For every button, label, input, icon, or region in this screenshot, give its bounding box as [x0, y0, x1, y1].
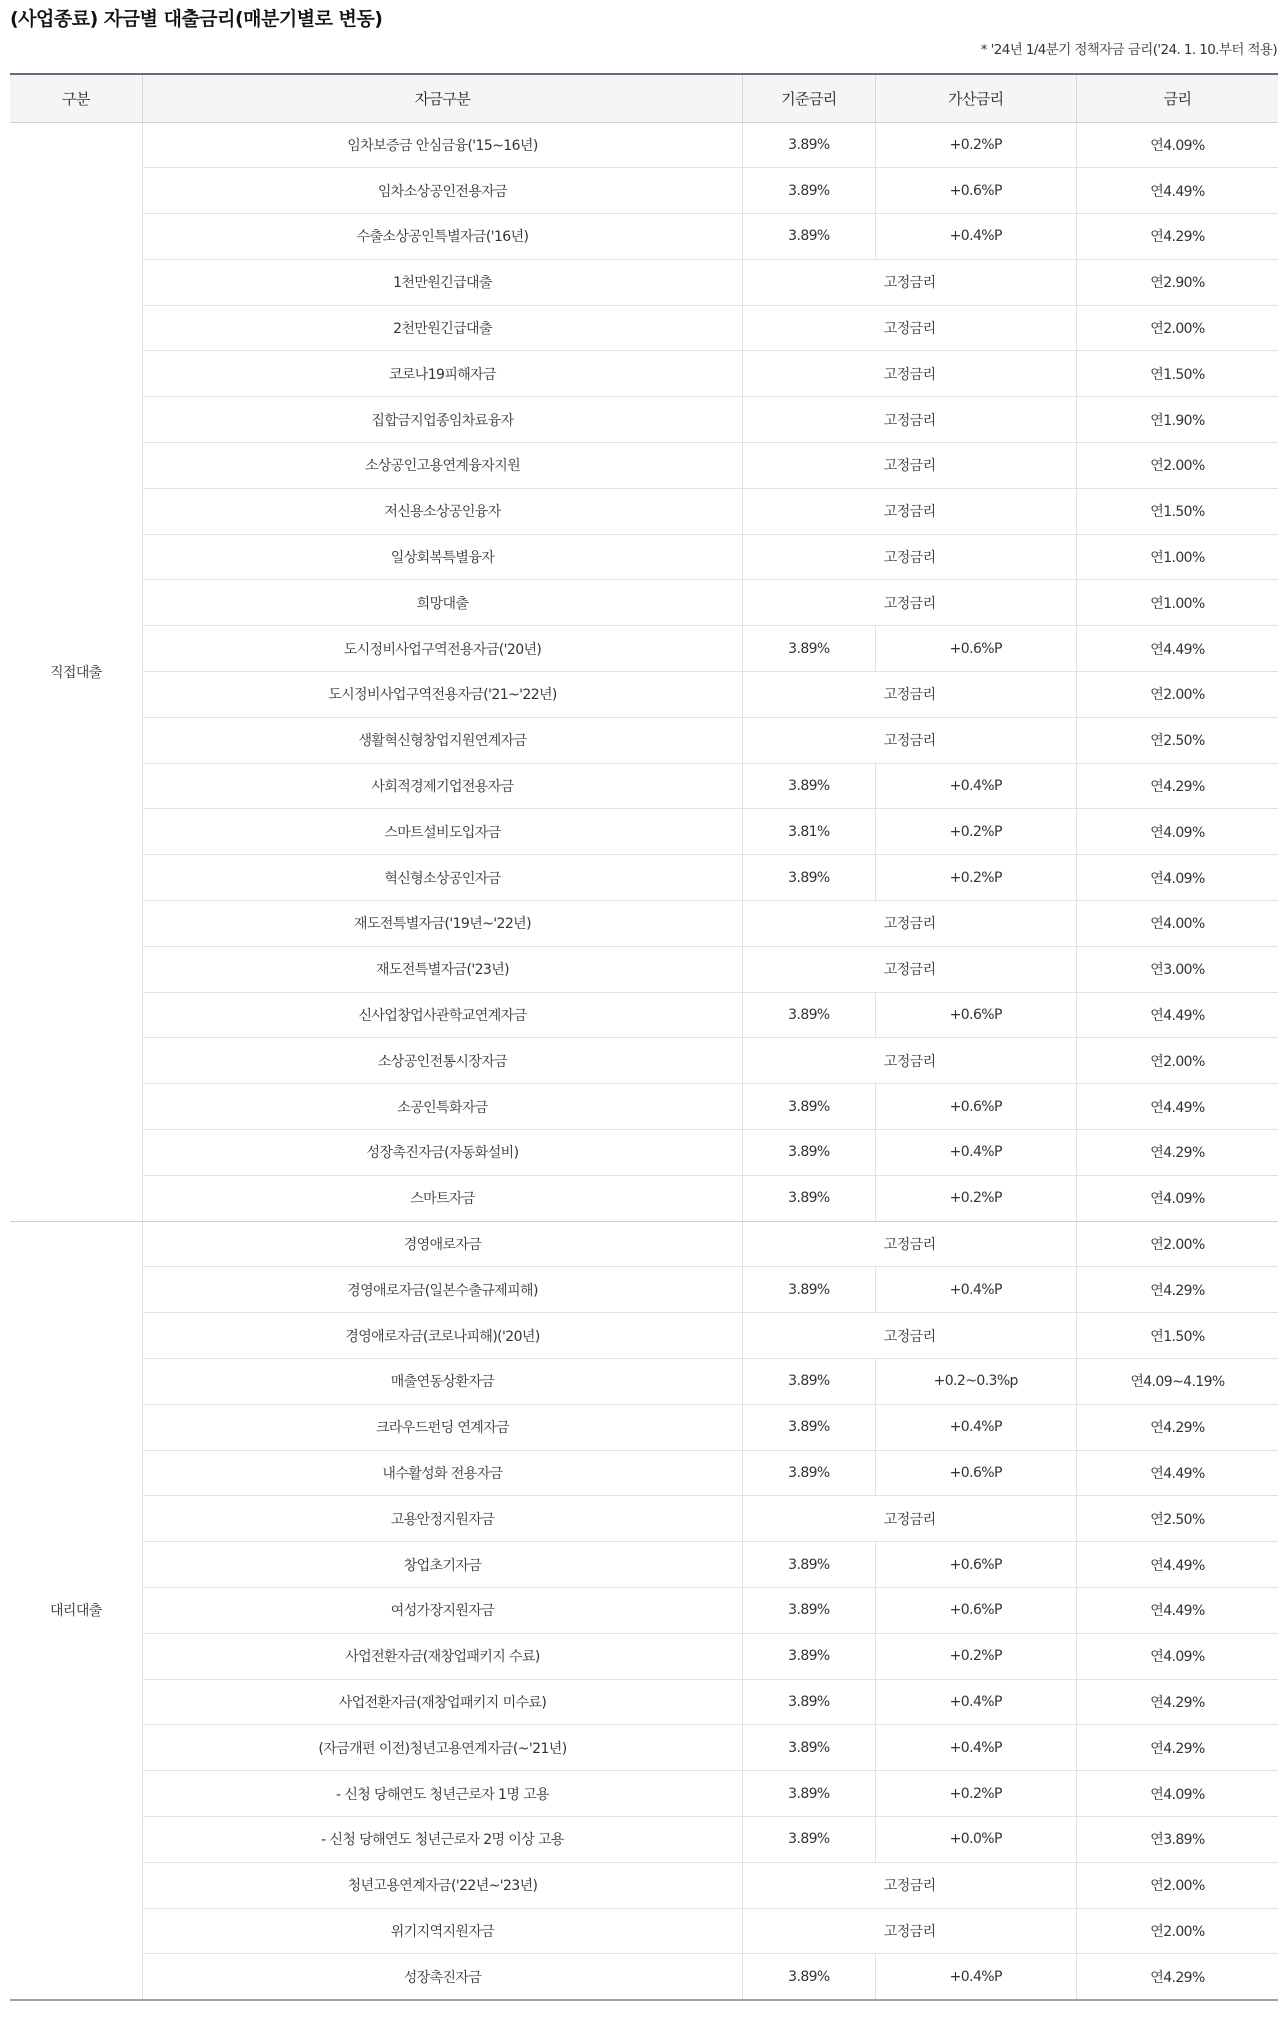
- header-fund-type: 자금구분: [142, 74, 743, 122]
- add-rate-cell: +0.6%P: [875, 168, 1076, 214]
- fund-name-cell: 사업전환자금(재창업패키지 수료): [142, 1633, 743, 1679]
- table-row: [10, 1130, 1278, 1176]
- fixed-rate-cell: 고정금리: [743, 1313, 1077, 1359]
- header-category: 구분: [10, 74, 142, 122]
- rate-cell: 연4.09%: [1076, 1633, 1278, 1679]
- rate-cell: 연4.09%: [1076, 1771, 1278, 1817]
- rate-cell: 연2.50%: [1076, 1496, 1278, 1542]
- table-row: [10, 1313, 1278, 1359]
- table-row: [10, 1588, 1278, 1634]
- add-rate-cell: +0.2%P: [875, 1175, 1076, 1221]
- fixed-rate-cell: 고정금리: [743, 259, 1077, 305]
- rate-cell: 연4.29%: [1076, 214, 1278, 260]
- rate-cell: 연4.49%: [1076, 1084, 1278, 1130]
- fixed-rate-cell: 고정금리: [743, 901, 1077, 947]
- base-rate-cell: 3.89%: [743, 992, 875, 1038]
- rate-cell: 연4.49%: [1076, 1542, 1278, 1588]
- fund-name-cell: 희망대출: [142, 580, 743, 626]
- rate-cell: 연4.49%: [1076, 626, 1278, 672]
- fund-name-cell: 저신용소상공인융자: [142, 488, 743, 534]
- fund-name-cell: 성장촉진자금(자동화설비): [142, 1130, 743, 1176]
- add-rate-cell: +0.6%P: [875, 626, 1076, 672]
- fixed-rate-cell: 고정금리: [743, 443, 1077, 489]
- fund-name-cell: 경영애로자금(일본수출규제피해): [142, 1267, 743, 1313]
- fund-name-cell: 크라우드펀딩 연계자금: [142, 1404, 743, 1450]
- table-row: [10, 534, 1278, 580]
- table-row: [10, 717, 1278, 763]
- fund-name-cell: 코로나19피해자금: [142, 351, 743, 397]
- fund-name-cell: 임차보증금 안심금융('15~16년): [142, 122, 743, 168]
- rate-cell: 연2.00%: [1076, 1908, 1278, 1954]
- fund-name-cell: 경영애로자금: [142, 1221, 743, 1267]
- table-row: [10, 351, 1278, 397]
- add-rate-cell: +0.4%P: [875, 214, 1076, 260]
- group-label: 대리대출: [10, 1221, 142, 2000]
- fund-name-cell: (자금개편 이전)청년고용연계자금(~'21년): [142, 1725, 743, 1771]
- rate-cell: 연4.09%: [1076, 855, 1278, 901]
- rate-cell: 연1.50%: [1076, 1313, 1278, 1359]
- base-rate-cell: 3.89%: [743, 1771, 875, 1817]
- base-rate-cell: 3.89%: [743, 1633, 875, 1679]
- table-row: [10, 1633, 1278, 1679]
- rate-cell: 연2.00%: [1076, 1862, 1278, 1908]
- rate-cell: 연4.49%: [1076, 168, 1278, 214]
- add-rate-cell: +0.4%P: [875, 1130, 1076, 1176]
- rate-cell: 연4.29%: [1076, 1679, 1278, 1725]
- rate-cell: 연4.09%: [1076, 809, 1278, 855]
- base-rate-cell: 3.89%: [743, 1084, 875, 1130]
- fund-name-cell: 위기지역지원자금: [142, 1908, 743, 1954]
- add-rate-cell: +0.6%P: [875, 1450, 1076, 1496]
- table-row: [10, 1496, 1278, 1542]
- base-rate-cell: 3.89%: [743, 214, 875, 260]
- rate-cell: 연2.00%: [1076, 1221, 1278, 1267]
- table-row: [10, 1816, 1278, 1862]
- header-base-rate: 기준금리: [743, 74, 875, 122]
- rate-note: * '24년 1/4분기 정책자금 금리('24. 1. 10.부터 적용): [980, 42, 1277, 58]
- table-row: [10, 1908, 1278, 1954]
- group-1: [10, 1221, 1278, 2000]
- base-rate-cell: 3.89%: [743, 1588, 875, 1634]
- add-rate-cell: +0.2~0.3%p: [875, 1359, 1076, 1405]
- table-row: [10, 1679, 1278, 1725]
- rate-cell: 연1.00%: [1076, 580, 1278, 626]
- fund-name-cell: 경영애로자금(코로나피해)('20년): [142, 1313, 743, 1359]
- base-rate-cell: 3.89%: [743, 1679, 875, 1725]
- fixed-rate-cell: 고정금리: [743, 397, 1077, 443]
- add-rate-cell: +0.2%P: [875, 1771, 1076, 1817]
- rate-cell: 연4.29%: [1076, 763, 1278, 809]
- fund-name-cell: 신사업창업사관학교연계자금: [142, 992, 743, 1038]
- header-add-rate: 가산금리: [875, 74, 1076, 122]
- rate-cell: 연4.29%: [1076, 1267, 1278, 1313]
- add-rate-cell: +0.2%P: [875, 809, 1076, 855]
- group-0: [10, 122, 1278, 1221]
- base-rate-cell: 3.89%: [743, 1542, 875, 1588]
- table-row: [10, 1267, 1278, 1313]
- fixed-rate-cell: 고정금리: [743, 305, 1077, 351]
- fund-name-cell: 일상회복특별융자: [142, 534, 743, 580]
- rate-cell: 연4.49%: [1076, 1588, 1278, 1634]
- fund-name-cell: 스마트자금: [142, 1175, 743, 1221]
- fund-name-cell: - 신청 당해연도 청년근로자 1명 고용: [142, 1771, 743, 1817]
- fund-name-cell: 여성가장지원자금: [142, 1588, 743, 1634]
- table-row: [10, 214, 1278, 260]
- rate-cell: 연4.49%: [1076, 1450, 1278, 1496]
- table-row: [10, 305, 1278, 351]
- table-row: [10, 443, 1278, 489]
- fund-name-cell: 혁신형소상공인자금: [142, 855, 743, 901]
- table-row: [10, 488, 1278, 534]
- base-rate-cell: 3.89%: [743, 1175, 875, 1221]
- base-rate-cell: 3.89%: [743, 1816, 875, 1862]
- base-rate-cell: 3.89%: [743, 1404, 875, 1450]
- fund-name-cell: 소상공인전통시장자금: [142, 1038, 743, 1084]
- add-rate-cell: +0.6%P: [875, 992, 1076, 1038]
- add-rate-cell: +0.2%P: [875, 122, 1076, 168]
- table-row: [10, 626, 1278, 672]
- add-rate-cell: +0.6%P: [875, 1542, 1076, 1588]
- table-row: [10, 809, 1278, 855]
- fund-name-cell: 사업전환자금(재창업패키지 미수료): [142, 1679, 743, 1725]
- table-row: [10, 946, 1278, 992]
- fund-name-cell: 스마트설비도입자금: [142, 809, 743, 855]
- table-row: [10, 1725, 1278, 1771]
- rate-cell: 연2.50%: [1076, 717, 1278, 763]
- add-rate-cell: +0.6%P: [875, 1588, 1076, 1634]
- rate-cell: 연3.89%: [1076, 1816, 1278, 1862]
- fixed-rate-cell: 고정금리: [743, 488, 1077, 534]
- fund-name-cell: 수출소상공인특별자금('16년): [142, 214, 743, 260]
- fund-name-cell: 매출연동상환자금: [142, 1359, 743, 1405]
- fund-name-cell: 2천만원긴급대출: [142, 305, 743, 351]
- rate-cell: 연2.90%: [1076, 259, 1278, 305]
- table-row: [10, 763, 1278, 809]
- rate-cell: 연4.09%: [1076, 122, 1278, 168]
- base-rate-cell: 3.89%: [743, 1359, 875, 1405]
- table-row: [10, 259, 1278, 305]
- rate-cell: 연2.00%: [1076, 305, 1278, 351]
- rate-cell: 연1.00%: [1076, 534, 1278, 580]
- fund-name-cell: 소공인특화자금: [142, 1084, 743, 1130]
- rate-cell: 연4.29%: [1076, 1954, 1278, 2000]
- base-rate-cell: 3.89%: [743, 168, 875, 214]
- fund-name-cell: 재도전특별자금('19년~'22년): [142, 901, 743, 947]
- table-row: [10, 168, 1278, 214]
- base-rate-cell: 3.89%: [743, 763, 875, 809]
- fixed-rate-cell: 고정금리: [743, 1496, 1077, 1542]
- base-rate-cell: 3.89%: [743, 122, 875, 168]
- table-row: [10, 1542, 1278, 1588]
- rate-cell: 연2.00%: [1076, 672, 1278, 718]
- fund-name-cell: 1천만원긴급대출: [142, 259, 743, 305]
- fund-name-cell: 창업초기자금: [142, 1542, 743, 1588]
- rate-cell: 연4.00%: [1076, 901, 1278, 947]
- add-rate-cell: +0.4%P: [875, 763, 1076, 809]
- add-rate-cell: +0.4%P: [875, 1725, 1076, 1771]
- table-row: [10, 122, 1278, 168]
- rate-cell: 연1.50%: [1076, 351, 1278, 397]
- fund-name-cell: 청년고용연계자금('22년~'23년): [142, 1862, 743, 1908]
- fund-name-cell: 임차소상공인전용자금: [142, 168, 743, 214]
- table-row: [10, 1450, 1278, 1496]
- add-rate-cell: +0.4%P: [875, 1954, 1076, 2000]
- fund-name-cell: 집합금지업종임차료융자: [142, 397, 743, 443]
- fixed-rate-cell: 고정금리: [743, 1908, 1077, 1954]
- fixed-rate-cell: 고정금리: [743, 672, 1077, 718]
- table-header-row: [10, 74, 1278, 122]
- group-label: 직접대출: [10, 122, 142, 1221]
- base-rate-cell: 3.89%: [743, 626, 875, 672]
- add-rate-cell: +0.4%P: [875, 1404, 1076, 1450]
- add-rate-cell: +0.4%P: [875, 1267, 1076, 1313]
- rate-cell: 연4.49%: [1076, 992, 1278, 1038]
- base-rate-cell: 3.89%: [743, 1450, 875, 1496]
- rate-cell: 연2.00%: [1076, 1038, 1278, 1084]
- fund-name-cell: 생활혁신형창업지원연계자금: [142, 717, 743, 763]
- fixed-rate-cell: 고정금리: [743, 717, 1077, 763]
- table-row: [10, 580, 1278, 626]
- fund-name-cell: 도시정비사업구역전용자금('20년): [142, 626, 743, 672]
- fund-name-cell: 사회적경제기업전용자금: [142, 763, 743, 809]
- fixed-rate-cell: 고정금리: [743, 946, 1077, 992]
- rate-cell: 연4.09%: [1076, 1175, 1278, 1221]
- rate-cell: 연1.90%: [1076, 397, 1278, 443]
- rate-cell: 연4.29%: [1076, 1404, 1278, 1450]
- add-rate-cell: +0.2%P: [875, 855, 1076, 901]
- fund-name-cell: 고용안정지원자금: [142, 1496, 743, 1542]
- table-row: [10, 1359, 1278, 1405]
- table-row: [10, 1954, 1278, 2000]
- table-row: [10, 855, 1278, 901]
- fund-name-cell: 소상공인고용연계융자지원: [142, 443, 743, 489]
- table-row: [10, 901, 1278, 947]
- fixed-rate-cell: 고정금리: [743, 580, 1077, 626]
- table-row: [10, 992, 1278, 1038]
- table-row: [10, 1084, 1278, 1130]
- rate-cell: 연1.50%: [1076, 488, 1278, 534]
- fixed-rate-cell: 고정금리: [743, 1221, 1077, 1267]
- fixed-rate-cell: 고정금리: [743, 351, 1077, 397]
- fund-name-cell: 내수활성화 전용자금: [142, 1450, 743, 1496]
- add-rate-cell: +0.6%P: [875, 1084, 1076, 1130]
- table-row: [10, 1175, 1278, 1221]
- header-rate: 금리: [1076, 74, 1278, 122]
- rate-cell: 연4.29%: [1076, 1130, 1278, 1176]
- base-rate-cell: 3.89%: [743, 1130, 875, 1176]
- base-rate-cell: 3.89%: [743, 1725, 875, 1771]
- loan-rate-table: [10, 73, 1278, 2001]
- add-rate-cell: +0.0%P: [875, 1816, 1076, 1862]
- rate-cell: 연2.00%: [1076, 443, 1278, 489]
- base-rate-cell: 3.89%: [743, 855, 875, 901]
- table-row: [10, 1221, 1278, 1267]
- table-row: [10, 672, 1278, 718]
- fund-name-cell: - 신청 당해연도 청년근로자 2명 이상 고용: [142, 1816, 743, 1862]
- rate-cell: 연4.09~4.19%: [1076, 1359, 1278, 1405]
- rate-cell: 연4.29%: [1076, 1725, 1278, 1771]
- base-rate-cell: 3.81%: [743, 809, 875, 855]
- fund-name-cell: 재도전특별자금('23년): [142, 946, 743, 992]
- table-row: [10, 397, 1278, 443]
- fixed-rate-cell: 고정금리: [743, 534, 1077, 580]
- table-row: [10, 1404, 1278, 1450]
- base-rate-cell: 3.89%: [743, 1954, 875, 2000]
- fund-name-cell: 도시정비사업구역전용자금('21~'22년): [142, 672, 743, 718]
- add-rate-cell: +0.2%P: [875, 1633, 1076, 1679]
- fixed-rate-cell: 고정금리: [743, 1862, 1077, 1908]
- base-rate-cell: 3.89%: [743, 1267, 875, 1313]
- page-title: (사업종료) 자금별 대출금리(매분기별로 변동): [10, 8, 383, 30]
- table-row: [10, 1862, 1278, 1908]
- fund-name-cell: 성장촉진자금: [142, 1954, 743, 2000]
- rate-cell: 연3.00%: [1076, 946, 1278, 992]
- fixed-rate-cell: 고정금리: [743, 1038, 1077, 1084]
- table-row: [10, 1038, 1278, 1084]
- add-rate-cell: +0.4%P: [875, 1679, 1076, 1725]
- table-row: [10, 1771, 1278, 1817]
